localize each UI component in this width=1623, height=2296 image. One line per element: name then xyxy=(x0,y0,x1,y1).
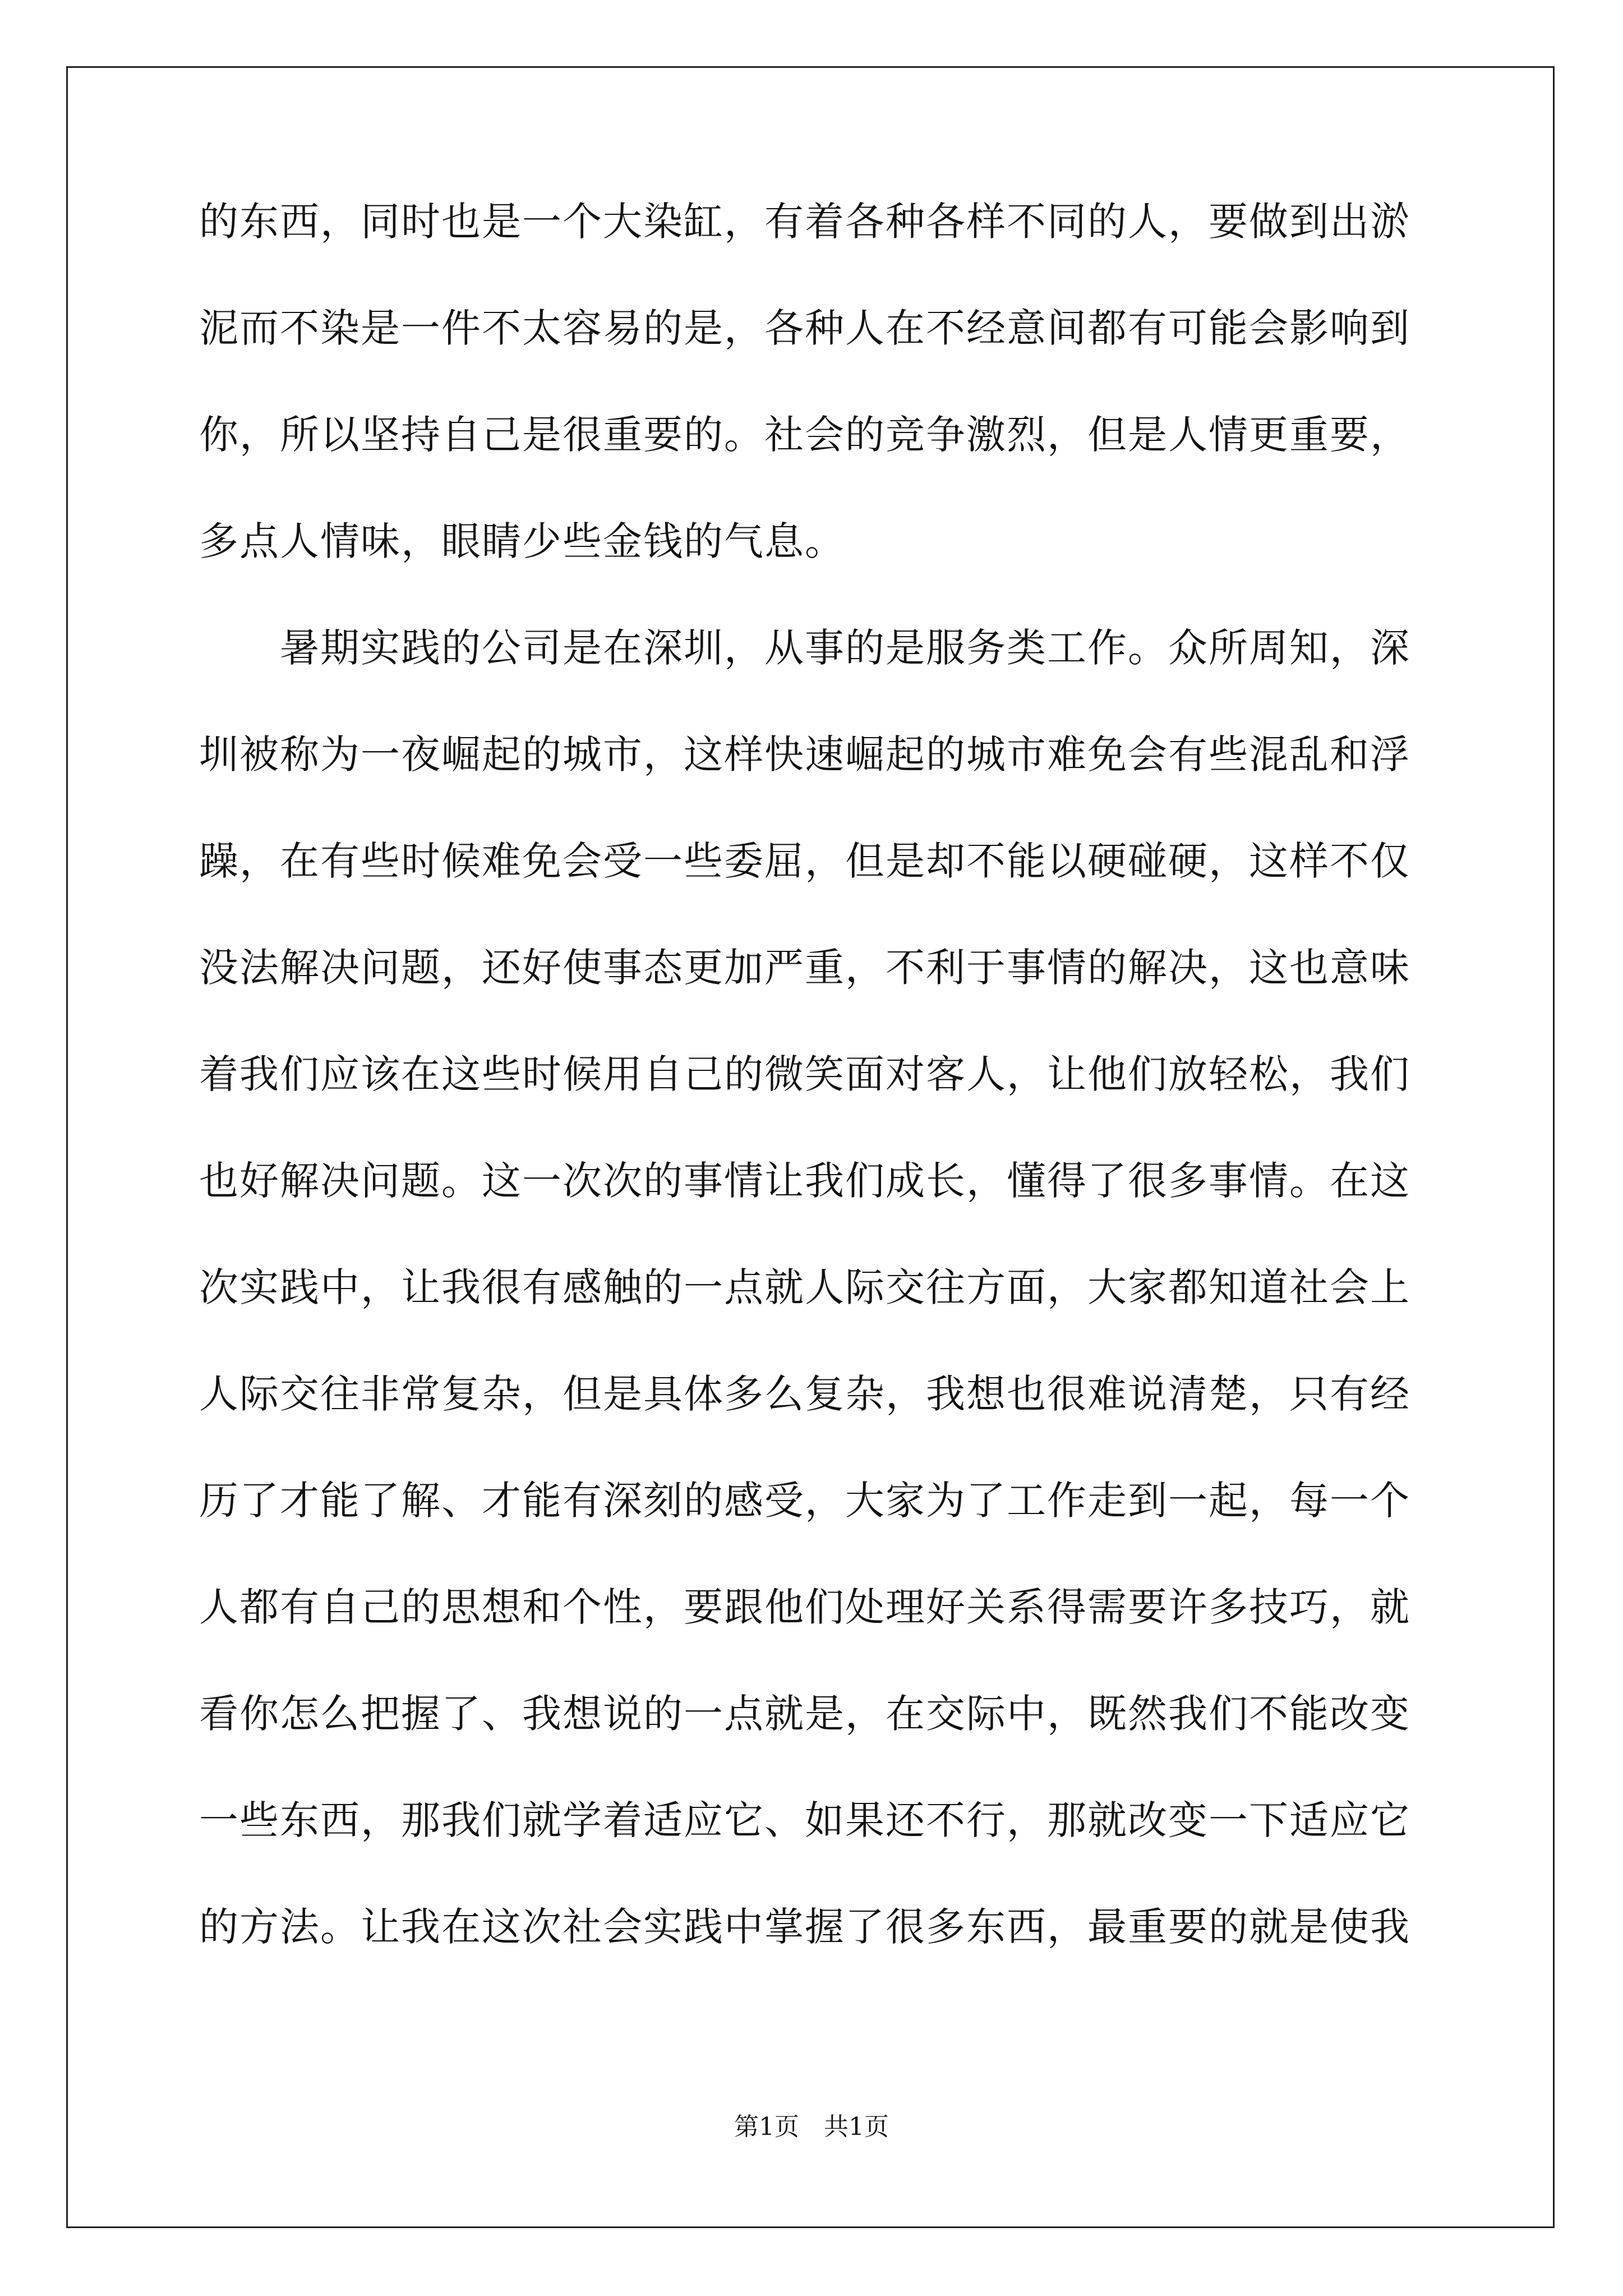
text-line: 躁，在有些时候难免会受一些委屈，但是却不能以硬碰硬，这样不仅 xyxy=(199,838,1410,884)
text-line: 人际交往非常复杂，但是具体多么复杂，我想也很难说清楚，只有经 xyxy=(199,1371,1410,1417)
text-line: 次实践中，让我很有感触的一点就人际交往方面，大家都知道社会上 xyxy=(199,1264,1410,1310)
text-line: 历了才能了解、才能有深刻的感受，大家为了工作走到一起，每一个 xyxy=(199,1478,1410,1524)
text-line: 一些东西，那我们就学着适应它、如果还不行，那就改变一下适应它 xyxy=(199,1797,1410,1843)
text-line: 圳被称为一夜崛起的城市，这样快速崛起的城市难免会有些混乱和浮 xyxy=(199,731,1410,777)
text-line: 着我们应该在这些时候用自己的微笑面对客人，让他们放轻松，我们 xyxy=(199,1051,1410,1097)
text-line: 的方法。让我在这次社会实践中掌握了很多东西，最重要的就是使我 xyxy=(199,1904,1410,1950)
text-line: 也好解决问题。这一次次的事情让我们成长，懂得了很多事情。在这 xyxy=(199,1158,1410,1204)
text-line: 没法解决问题，还好使事态更加严重，不利于事情的解决，这也意味 xyxy=(199,945,1410,991)
text-line: 泥而不染是一件不太容易的是，各种人在不经意间都有可能会影响到 xyxy=(199,305,1410,351)
text-line: 的东西，同时也是一个大染缸，有着各种各样不同的人，要做到出淤 xyxy=(199,199,1410,245)
page-number: 第1页 共1页 xyxy=(734,2113,889,2141)
text-line: 人都有自己的思想和个性，要跟他们处理好关系得需要许多技巧，就 xyxy=(199,1584,1410,1630)
text-line: 多点人情味，眼睛少些金钱的气息。 xyxy=(199,518,845,564)
text-line: 看你怎么把握了、我想说的一点就是，在交际中，既然我们不能改变 xyxy=(199,1691,1410,1737)
text-line: 你，所以坚持自己是很重要的。社会的竞争激烈，但是人情更重要， xyxy=(199,412,1410,458)
text-line: 暑期实践的公司是在深圳，从事的是服务类工作。众所周知，深 xyxy=(199,625,1410,671)
